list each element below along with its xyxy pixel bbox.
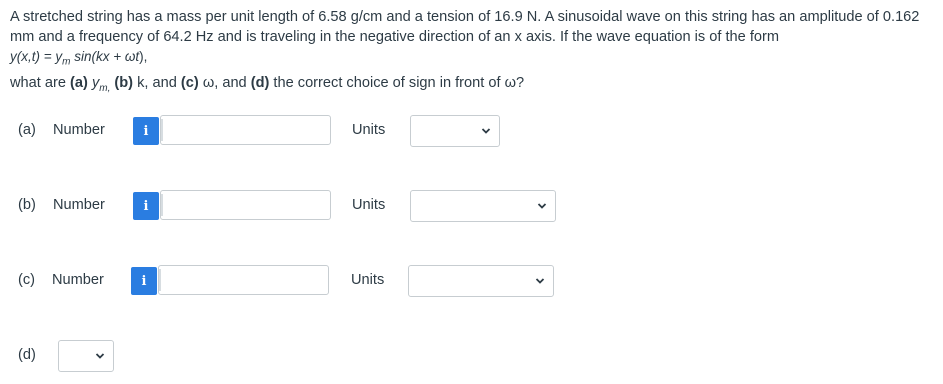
part-c-row bbox=[0, 265, 943, 297]
question-d-text: the correct choice of sign in front of ω? bbox=[269, 74, 525, 91]
part-b-row bbox=[0, 190, 943, 222]
question-b-label: (b) bbox=[114, 74, 134, 91]
chevron-down-icon bbox=[535, 275, 545, 287]
part-a-units-label: Units bbox=[352, 122, 386, 138]
wave-equation bbox=[10, 47, 935, 73]
part-a-row bbox=[0, 115, 943, 147]
question-c-label: (c) bbox=[180, 74, 199, 91]
question-b-text: k, and bbox=[133, 74, 181, 91]
equation-omega: ωt bbox=[124, 49, 140, 64]
equation-end: ), bbox=[139, 49, 148, 64]
question-d-label: (d) bbox=[250, 74, 270, 91]
part-a-number-label: Number bbox=[53, 122, 105, 138]
chevron-down-icon bbox=[481, 125, 491, 137]
equation-middle: sin(kx + bbox=[70, 49, 125, 64]
part-a-units-select[interactable] bbox=[410, 115, 500, 147]
part-b-units-label: Units bbox=[352, 197, 386, 213]
part-c-letter: (c) bbox=[18, 272, 36, 288]
question-a-label: (a) bbox=[70, 74, 88, 91]
part-c-number-label: Number bbox=[52, 272, 104, 288]
problem-statement bbox=[10, 7, 935, 99]
chevron-down-icon bbox=[95, 350, 105, 362]
equation-lhs: y(x,t) = y bbox=[10, 49, 63, 64]
part-c-number-input[interactable] bbox=[158, 265, 329, 295]
question-c-text: ω, and bbox=[198, 74, 251, 91]
part-b-info-icon[interactable]: i bbox=[133, 192, 159, 220]
part-d-row bbox=[0, 340, 943, 372]
part-c-units-label: Units bbox=[351, 272, 385, 288]
part-b-number-label: Number bbox=[53, 197, 105, 213]
part-d-sign-select[interactable] bbox=[58, 340, 114, 372]
part-c-info-icon[interactable]: i bbox=[131, 267, 157, 295]
question-text bbox=[10, 73, 935, 99]
part-d-letter: (d) bbox=[18, 347, 36, 363]
part-b-units-select[interactable] bbox=[410, 190, 556, 222]
part-b-number-input[interactable] bbox=[160, 190, 331, 220]
chevron-down-icon bbox=[537, 200, 547, 212]
part-b-letter: (b) bbox=[18, 197, 36, 213]
part-a-letter: (a) bbox=[18, 122, 36, 138]
question-ym: y bbox=[91, 74, 100, 91]
part-c-units-select[interactable] bbox=[408, 265, 554, 297]
part-a-number-input[interactable] bbox=[160, 115, 331, 145]
part-a-info-icon[interactable]: i bbox=[133, 117, 159, 145]
question-pre: what are bbox=[10, 74, 71, 91]
question-ym-sub: m, bbox=[99, 82, 111, 94]
equation-subscript: m bbox=[62, 56, 71, 68]
problem-text: A stretched string has a mass per unit length of 6.58 g/cm and a tension of 16.9 N. A sinusoidal wave on this string has an amplitude of 0.162 mm and a frequency of 64.2 Hz and is traveling in the negative direction of an x axis. If the wave equation is of the form bbox=[10, 9, 920, 45]
